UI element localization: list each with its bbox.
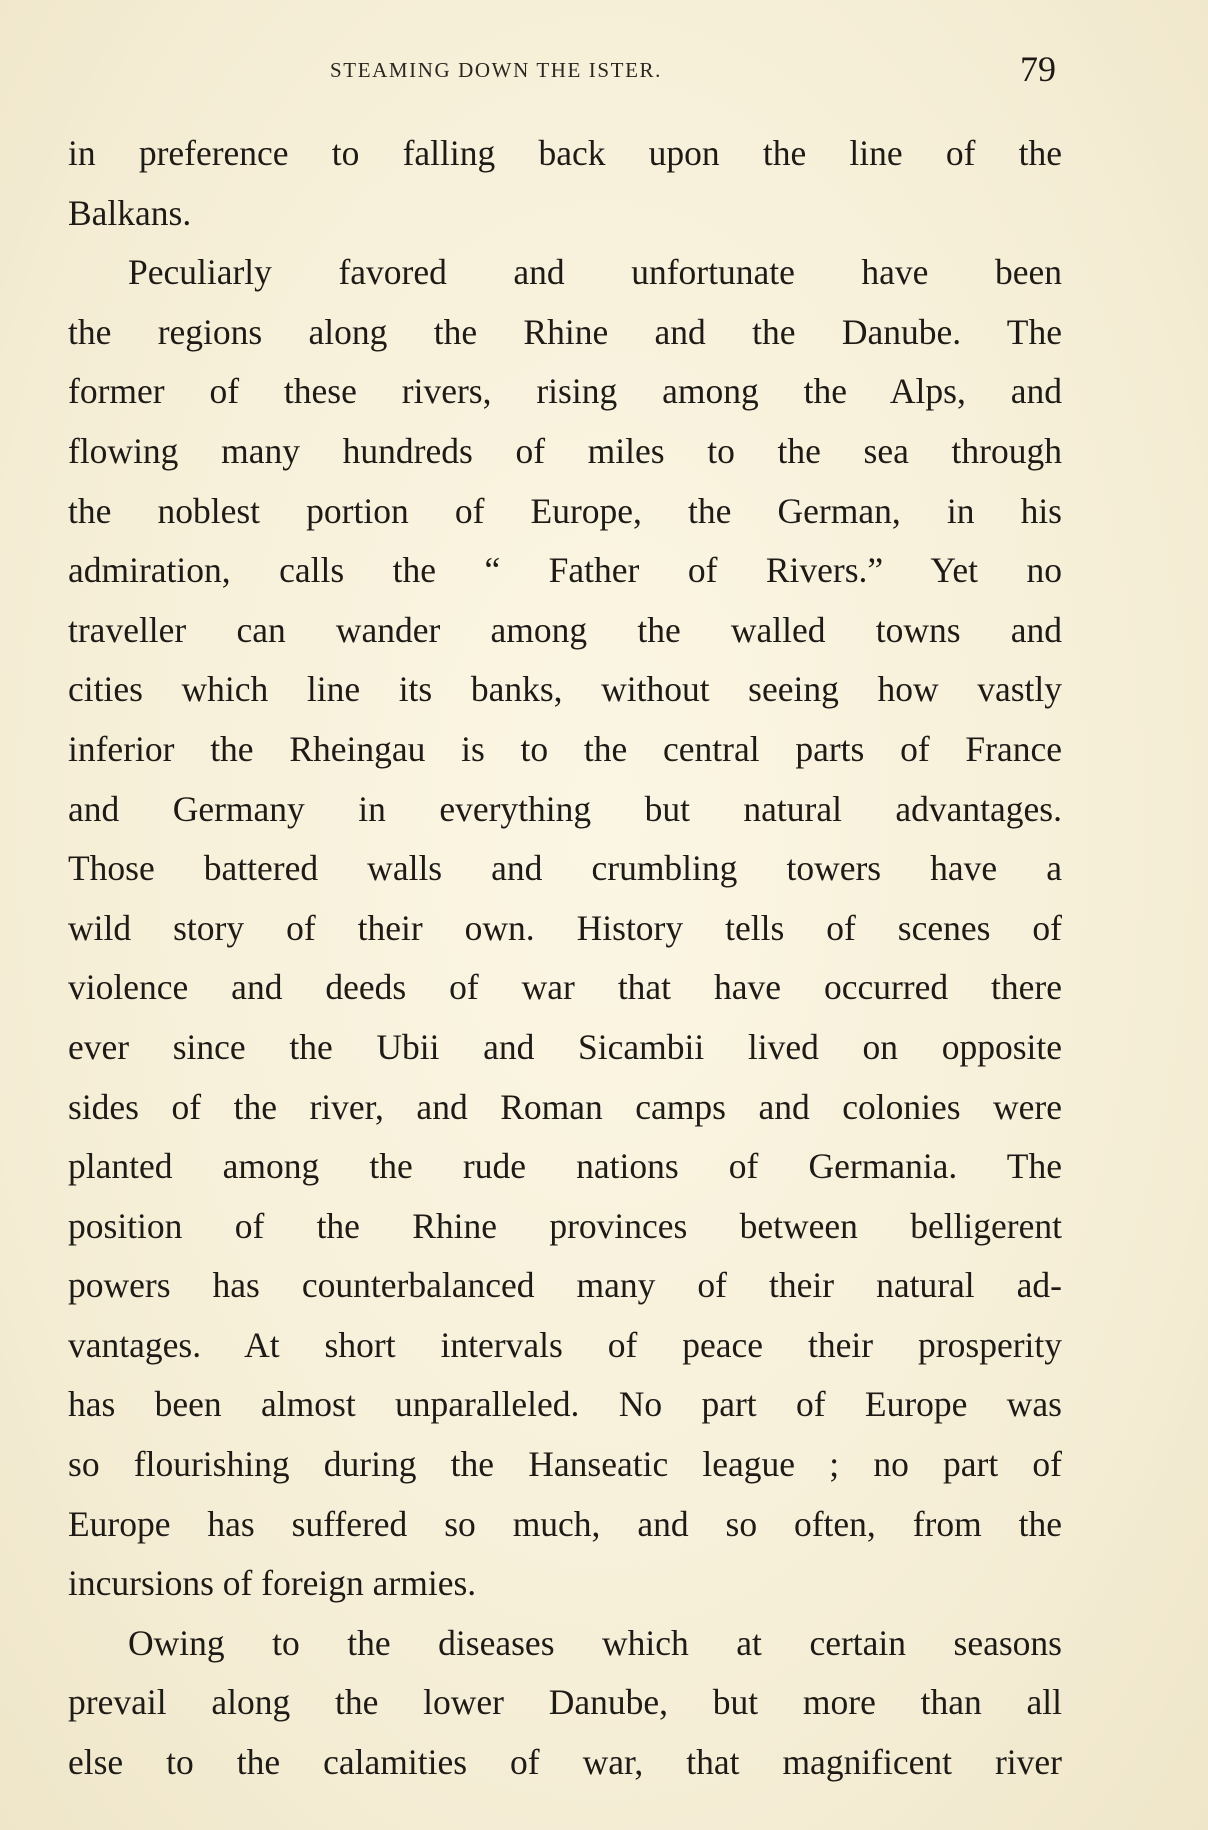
text-line: sides of the river, and Roman camps and colonies were <box>68 1086 1062 1127</box>
text-line: planted among the rude nations of Germania. The <box>68 1146 1062 1187</box>
text-line: ever since the Ubii and Sicambii lived on opposite <box>68 1026 1062 1067</box>
text-line: traveller can wander among the walled towns and <box>68 609 1062 650</box>
text-line: Those battered walls and crumbling towers have a <box>68 848 1062 889</box>
text-line: position of the Rhine provinces between belligerent <box>68 1205 1062 1246</box>
text-line: flowing many hundreds of miles to the sea through <box>68 430 1062 471</box>
text-line: Peculiarly favored and unfortunate have been <box>128 252 1062 293</box>
text-line: the noblest portion of Europe, the German, in his <box>68 490 1062 531</box>
text-line: prevail along the lower Danube, but more than all <box>68 1682 1062 1723</box>
text-line: former of these rivers, rising among the Alps, and <box>68 371 1062 412</box>
text-line: Europe has suffered so much, and so often, from the <box>68 1503 1062 1544</box>
text-line: violence and deeds of war that have occurred there <box>68 967 1062 1008</box>
text-line: in preference to falling back upon the line of the <box>68 133 1062 173</box>
text-line: else to the calamities of war, that magnificent river <box>68 1742 1062 1783</box>
running-title: STEAMING DOWN THE ISTER. <box>330 58 662 82</box>
page-number: 79 <box>1020 49 1056 89</box>
body-text <box>68 124 1062 1793</box>
text-line: has been almost unparalleled. No part of Europe was <box>68 1384 1062 1425</box>
running-head <box>0 49 1208 102</box>
text-line: vantages. At short intervals of peace their prosperity <box>68 1324 1062 1365</box>
text-line: powers has counterbalanced many of their natural ad- <box>68 1265 1062 1306</box>
text-line: incursions of foreign armies. <box>68 1563 477 1604</box>
text-line: cities which line its banks, without seeing how vastly <box>68 669 1062 710</box>
text-line: so flourishing during the Hanseatic league ; no part of <box>68 1444 1062 1485</box>
text-line: admiration, calls the “ Father of Rivers.” Yet no <box>68 550 1062 591</box>
text-line: Balkans. <box>68 192 192 233</box>
text-line: and Germany in everything but natural advantages. <box>68 788 1062 829</box>
text-line: wild story of their own. History tells of scenes of <box>68 907 1062 948</box>
text-line: inferior the Rheingau is to the central parts of France <box>68 728 1062 769</box>
text-line: Owing to the diseases which at certain seasons <box>128 1622 1062 1663</box>
text-line: the regions along the Rhine and the Danube. The <box>68 311 1062 352</box>
